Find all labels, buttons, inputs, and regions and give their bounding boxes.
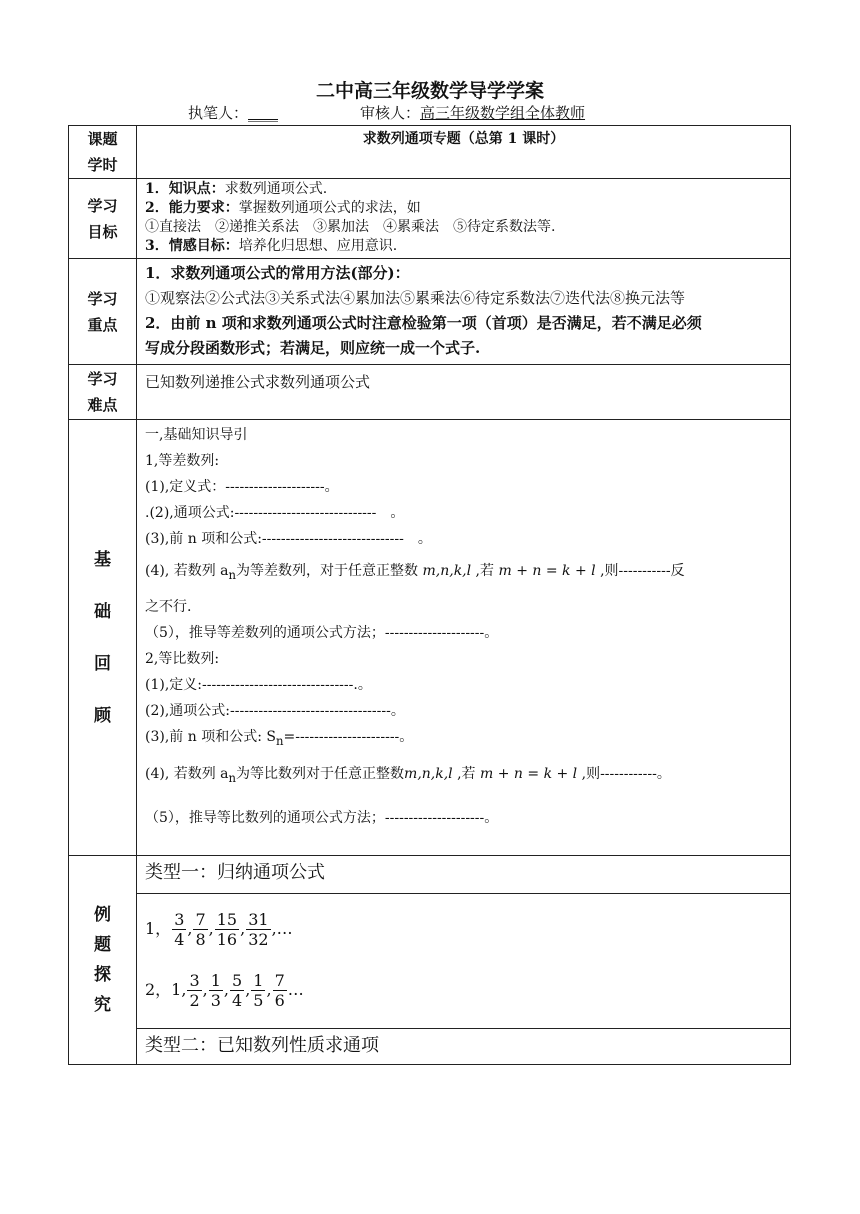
example-type2-row bbox=[69, 1029, 791, 1065]
difficult-label bbox=[69, 365, 137, 420]
label-char: 探 bbox=[94, 965, 111, 985]
goals-content bbox=[137, 179, 791, 259]
review-line bbox=[145, 754, 782, 798]
writer-value: ____ bbox=[248, 104, 279, 122]
review-line bbox=[145, 552, 782, 594]
text: ,则------------。 bbox=[577, 765, 671, 782]
subscript: n bbox=[228, 770, 237, 785]
label-char: 题 bbox=[94, 935, 111, 955]
text: ,若 bbox=[471, 563, 499, 579]
comma: , bbox=[266, 979, 272, 999]
label-line: 学习 bbox=[87, 289, 118, 308]
example-number: 2，1, bbox=[145, 980, 187, 999]
review-line: （5），推导等比数列的通项公式方法；---------------------。 bbox=[145, 810, 499, 827]
denominator: 6 bbox=[274, 990, 285, 1010]
denominator: 4 bbox=[232, 990, 243, 1010]
key-label bbox=[69, 259, 137, 365]
review-line: (3),前 n 项和公式:------------------------------ 。 bbox=[145, 531, 432, 547]
text: ,若 bbox=[452, 765, 481, 782]
comma: , bbox=[208, 918, 214, 938]
comma: , bbox=[187, 918, 193, 938]
fraction bbox=[187, 971, 201, 1010]
difficult-content: 已知数列递推公式求数列通项公式 bbox=[137, 365, 791, 420]
basic-review-content bbox=[137, 420, 791, 856]
label-char: 究 bbox=[94, 995, 111, 1015]
basic-review-label bbox=[69, 420, 137, 856]
text: 为等比数列对于任意正整数 bbox=[236, 765, 405, 782]
numerator: 1 bbox=[253, 970, 264, 990]
numerator: 3 bbox=[174, 909, 185, 929]
comma: , bbox=[240, 918, 246, 938]
type1-heading: 类型一：归纳通项公式 bbox=[137, 856, 791, 894]
denominator: 4 bbox=[174, 929, 185, 949]
text: 为等差数列，对于任意正整数 bbox=[236, 563, 423, 579]
lesson-table bbox=[68, 125, 791, 1065]
label-line: 重点 bbox=[87, 315, 118, 334]
key-line: 1．求数列通项公式的常用方法(部分)： bbox=[145, 264, 410, 282]
goal-head: 3．情感目标： bbox=[145, 238, 239, 254]
type2-heading: 类型二：已知数列性质求通项 bbox=[137, 1029, 791, 1065]
writer bbox=[188, 102, 278, 123]
fraction bbox=[246, 910, 270, 949]
denominator: 32 bbox=[248, 929, 269, 949]
topic-row bbox=[69, 126, 791, 179]
ellipsis: … bbox=[287, 980, 304, 999]
label-char: 顾 bbox=[94, 705, 111, 726]
fraction bbox=[172, 910, 186, 949]
examples-label bbox=[69, 856, 137, 1065]
goal-text: 掌握数列通项公式的求法，如 bbox=[238, 200, 421, 216]
math-vars: m,n,k,l bbox=[422, 563, 472, 579]
text: ,则-----------反 bbox=[595, 563, 685, 579]
numerator: 1 bbox=[210, 970, 221, 990]
denominator: 8 bbox=[195, 929, 206, 949]
goal-text: 求数列通项公式. bbox=[224, 181, 328, 197]
numerator: 15 bbox=[216, 909, 238, 929]
label-char: 例 bbox=[94, 905, 111, 925]
example-number: 1， bbox=[145, 919, 172, 938]
subscript: n bbox=[228, 567, 237, 582]
math-eq: m + n = k + l bbox=[498, 563, 596, 579]
numerator: 7 bbox=[195, 909, 206, 929]
label-line: 学习 bbox=[87, 196, 118, 215]
comma: , bbox=[245, 979, 251, 999]
review-line: 2,等比数列: bbox=[145, 650, 220, 667]
math-vars: m,n,k,l bbox=[404, 765, 453, 782]
goal-line: ①直接法 ②递推关系法 ③累加法 ④累乘法 ⑤待定系数法等. bbox=[145, 219, 556, 235]
review-line: 1,等差数列: bbox=[145, 453, 220, 469]
label-char: 基 bbox=[94, 549, 111, 570]
goal-head: 1．知识点： bbox=[145, 181, 225, 197]
review-line: (1),定义式：---------------------。 bbox=[145, 479, 339, 495]
label-line: 课题 bbox=[87, 130, 118, 148]
example-1 bbox=[145, 900, 782, 958]
math-eq: m + n = k + l bbox=[480, 765, 578, 782]
goal-line bbox=[145, 199, 782, 218]
goal-line bbox=[145, 180, 782, 199]
label-line: 学时 bbox=[87, 156, 118, 174]
label-line: 学习 bbox=[87, 370, 118, 388]
denominator: 5 bbox=[253, 990, 264, 1010]
denominator: 16 bbox=[216, 929, 238, 949]
fraction bbox=[193, 910, 207, 949]
reviewer-label: 审核人： bbox=[360, 104, 421, 122]
subscript: n bbox=[275, 733, 284, 748]
comma: , bbox=[202, 979, 208, 999]
reviewer bbox=[360, 102, 585, 123]
fraction bbox=[273, 971, 287, 1010]
fraction bbox=[209, 971, 223, 1010]
key-line: 2．由前 n 项和求数列通项公式时注意检验第一项（首项）是否满足，若不满足必须 bbox=[145, 314, 702, 332]
numerator: 3 bbox=[189, 970, 200, 990]
review-line: (2),通项公式:----------------------------------。 bbox=[145, 702, 405, 719]
writer-label: 执笔人： bbox=[188, 104, 249, 122]
key-content bbox=[137, 259, 791, 365]
text: (4), 若数列 a bbox=[145, 765, 229, 782]
fraction bbox=[215, 910, 239, 949]
numerator: 5 bbox=[232, 970, 243, 990]
review-line: （5），推导等差数列的通项公式方法；---------------------。 bbox=[145, 624, 499, 641]
label-line: 目标 bbox=[87, 222, 118, 241]
difficult-row bbox=[69, 365, 791, 420]
comma: , bbox=[223, 979, 230, 999]
key-line: ①观察法②公式法③关系式法④累加法⑤累乘法⑥待定系数法⑦迭代法⑧换元法等 bbox=[145, 289, 686, 307]
numerator: 31 bbox=[248, 909, 269, 929]
denominator: 3 bbox=[210, 990, 221, 1010]
label-char: 础 bbox=[94, 601, 111, 622]
example-2 bbox=[145, 958, 782, 1022]
numerator: 7 bbox=[274, 970, 285, 990]
basic-review-row bbox=[69, 420, 791, 856]
topic-label bbox=[69, 126, 137, 179]
denominator: 2 bbox=[189, 990, 200, 1010]
label-char: 回 bbox=[94, 653, 111, 674]
text: (4), 若数列 a bbox=[145, 563, 229, 579]
ellipsis: ,… bbox=[271, 919, 293, 938]
text: =----------------------。 bbox=[283, 728, 414, 745]
review-line: .(2),通项公式:------------------------------ 。 bbox=[145, 505, 405, 521]
example-1-terms bbox=[171, 910, 271, 949]
review-line: (1),定义:--------------------------------.。 bbox=[145, 676, 372, 693]
example-problems bbox=[137, 894, 791, 1029]
example-type1-row bbox=[69, 856, 791, 894]
fraction bbox=[251, 971, 265, 1010]
fraction bbox=[230, 971, 244, 1010]
goals-row bbox=[69, 179, 791, 259]
goal-line bbox=[145, 237, 782, 256]
example-problems-row bbox=[69, 894, 791, 1029]
text: (3),前 n 项和公式: S bbox=[145, 728, 276, 745]
goals-label bbox=[69, 179, 137, 259]
label-line: 难点 bbox=[87, 396, 118, 414]
review-line bbox=[145, 724, 782, 754]
topic-content: 求数列通项专题（总第 1 课时） bbox=[137, 126, 791, 179]
key-row bbox=[69, 259, 791, 365]
reviewer-value: 高三年级数学组全体教师 bbox=[420, 104, 586, 122]
review-line: 一,基础知识导引 bbox=[145, 427, 248, 443]
review-line: 之不行. bbox=[145, 598, 192, 615]
goal-text: 培养化归思想、应用意识. bbox=[238, 238, 398, 254]
key-line: 写成分段函数形式；若满足，则应统一成一个式子. bbox=[145, 339, 481, 357]
example-2-terms bbox=[186, 971, 287, 1010]
page-title: 二中高三年级数学导学学案 bbox=[315, 80, 544, 102]
goal-head: 2．能力要求： bbox=[145, 200, 239, 216]
